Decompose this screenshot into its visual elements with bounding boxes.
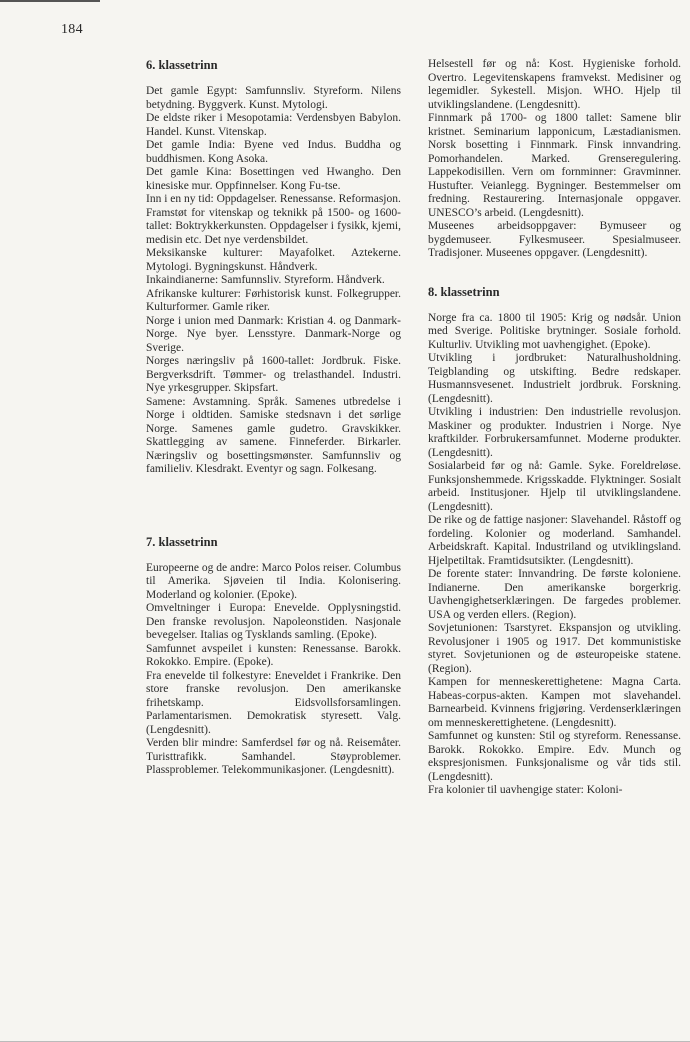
paragraph: Samfunnet og kunsten: Stil og styreform. Renessanse. Barokk. Rokokko. Empire. Edv. Munch og ekspresjonismen. Funksjonalisme og vår tids stil. (Lengdesnitt).: [428, 730, 681, 783]
section-heading-7: 7. klassetrinn: [146, 534, 218, 549]
section-6-body: [146, 85, 401, 477]
paragraph: Fra kolonier til uavhengige stater: Koloni-: [428, 784, 623, 796]
paragraph: Meksikanske kulturer: Mayafolket. Aztekerne. Mytologi. Bygningskunst. Håndverk.: [146, 247, 401, 273]
paragraph: Norge fra ca. 1800 til 1905: Krig og nødsår. Union med Sverige. Politiske brytninger. Sosiale forhold. Kulturliv. Utvikling mot uavhengighet. (Epoke).: [428, 311, 681, 351]
right-column: [428, 58, 681, 798]
section-8-body: [428, 312, 681, 798]
section-heading-8: 8. klassetrinn: [428, 284, 500, 299]
section-spacer: [428, 261, 681, 285]
paragraph: Norge i union med Danmark: Kristian 4. og Danmark-Norge. Nye byer. Lensstyre. Danmark-Norge og Sverige.: [146, 314, 401, 354]
paragraph: Museenes arbeidsoppgaver: Bymuseer og bygdemuseer. Fylkesmuseer. Spesialmuseer. Tradisjoner. Museenes oppgaver. (Lengdesnitt).: [428, 220, 681, 259]
section-7-body: [146, 562, 401, 778]
paragraph: Det gamle Kina: Bosettingen ved Hwangho. Den kinesiske mur. Oppfinnelser. Kong Fu-tse.: [146, 166, 401, 192]
paragraph: De rike og de fattige nasjoner: Slavehandel. Råstoff og fordeling. Kolonier og moderland. Samhandel. Arbeidskraft. Kapital. Industriland og utviklingsland. Hjelpetiltak. Framtidsutsikter. (Lengdesnitt).: [428, 514, 681, 567]
paragraph: Samfunnet avspeilet i kunsten: Renessanse. Barokk. Rokokko. Empire. (Epoke).: [146, 642, 401, 668]
paragraph: Afrikanske kulturer: Førhistorisk kunst. Folkegrupper. Kulturformer. Gamle riker.: [146, 287, 401, 313]
paragraph: Det gamle Egypt: Samfunnsliv. Styreform. Nilens betydning. Byggverk. Kunst. Mytologi.: [146, 85, 401, 111]
paragraph: De eldste riker i Mesopotamia: Verdensbyen Babylon. Handel. Kunst. Vitenskap.: [146, 112, 401, 138]
paragraph: Europeerne og de andre: Marco Polos reiser. Columbus til Amerika. Sjøveien til India. Kolonisering. Moderland og kolonier. (Epoke).: [146, 561, 401, 601]
paragraph: Fra enevelde til folkestyre: Eneveldet i Frankrike. Den store franske revolusjon. Den amerikanske frihetskamp. Eidsvollsforsamlingen. Parlamentarismen. Demokratisk styresett. Valg. (Lengdesnitt).: [146, 669, 401, 736]
paragraph: De forente stater: Innvandring. De første koloniene. Indianerne. Den amerikanske borgerkrig. Uavhengighetserklæringen. De fargedes problemer. USA og verden ellers. (Region).: [428, 568, 681, 621]
section-heading-6: 6. klassetrinn: [146, 58, 218, 72]
paragraph: Norges næringsliv på 1600-tallet: Jordbruk. Fiske. Bergverksdrift. Tømmer- og trelasthandel. Industri. Nye yrkesgrupper. Skipsfart.: [146, 355, 401, 394]
paragraph: Sovjetunionen: Tsarstyret. Ekspansjon og utvikling. Revolusjoner i 1905 og 1917. Det kommunistiske styret. Sovjetunionen og de østeuropeiske statene. (Region).: [428, 622, 681, 675]
paragraph: Utvikling i industrien: Den industrielle revolusjon. Maskiner og produkter. Industrien i Norge. Nye kraftkilder. Forbrukersamfunnet. Moderne produkter. (Lengdesnitt).: [428, 406, 681, 459]
section-7-continued: [428, 58, 681, 261]
page-number: 184: [61, 22, 83, 37]
section-spacer: [146, 477, 401, 535]
paragraph: Sosialarbeid før og nå: Gamle. Syke. Foreldreløse. Funksjonshemmede. Krigsskadde. Flyktninger. Sosialt arbeid. Institusjoner. Hjelp til utviklingslandene. (Lengdesnitt).: [428, 460, 681, 513]
paragraph: Utvikling i jordbruket: Naturalhusholdning. Teigblanding og utskifting. Bedre redskaper. Husmannsvesenet. Industrielt jordbruk. Forskning. (Lengdesnitt).: [428, 352, 681, 405]
paragraph: Helsestell før og nå: Kost. Hygieniske forhold. Overtro. Legevitenskapens framvekst. Medisiner og legemidler. Sykestell. Misjon. WHO. Hjelp til utviklingslandene. (Lengdesnitt).: [428, 58, 681, 111]
top-edge-rule: [0, 0, 100, 2]
paragraph: Samene: Avstamning. Språk. Samenes utbredelse i Norge i oldtiden. Samiske stedsnavn i det sørlige Norge. Samenes gamle gudetro. Gravskikker. Skattlegging av samene. Finneferder. Birkarler. Næringsliv og bosettingsmønster. Samfunnsliv og familieliv. Klesdrakt. Eventyr og sagn. Folkesang.: [146, 395, 401, 475]
paragraph: Verden blir mindre: Samferdsel før og nå. Reisemåter. Turisttrafikk. Samhandel. Støyproblemer. Plassproblemer. Telekommunikasjoner. (Lengdesnitt).: [146, 737, 401, 776]
paragraph: Det gamle India: Byene ved Indus. Buddha og buddhismen. Kong Asoka.: [146, 139, 401, 165]
paragraph: Finnmark på 1700- og 1800 tallet: Samene blir kristnet. Seminarium lapponicum, Læstadianismen. Norsk bosetting i Finnmark. Finsk innvandring. Pomorhandelen. Marked. Grenseregulering. Lappekodisillen. Vern om fornminner: Gravminner. Hustufter. Veianlegg. Bygninger. Bestemmelser om fredning. Restaurering. Internasjonale oppgaver. UNESCO’s arbeid. (Lengdesnitt).: [428, 112, 681, 219]
paragraph: Inkaindianerne: Samfunnsliv. Styreform. Håndverk.: [146, 274, 385, 286]
left-column: [146, 58, 401, 778]
paragraph: Framstøt for vitenskap og teknikk på 1500- og 1600-tallet: Boktrykkerkunsten. Oppdagelser i fysikk, kjemi, medisin etc. Det nye verdensbildet.: [146, 206, 401, 246]
paragraph: Kampen for menneskerettighetene: Magna Carta. Habeas-corpus-akten. Kampen mot slavehandel. Barnearbeid. Kvinnens frigjøring. Verdenserklæringen om menneskerettighetene. (Lengdesnitt).: [428, 676, 681, 729]
paragraph: Omveltninger i Europa: Enevelde. Opplysningstid. Den franske revolusjon. Napoleonstiden. Nasjonale bevegelser. Italias og Tysklands samling. (Epoke).: [146, 602, 401, 641]
paragraph: Inn i en ny tid: Oppdagelser. Renessanse. Reformasjon.: [146, 193, 401, 205]
